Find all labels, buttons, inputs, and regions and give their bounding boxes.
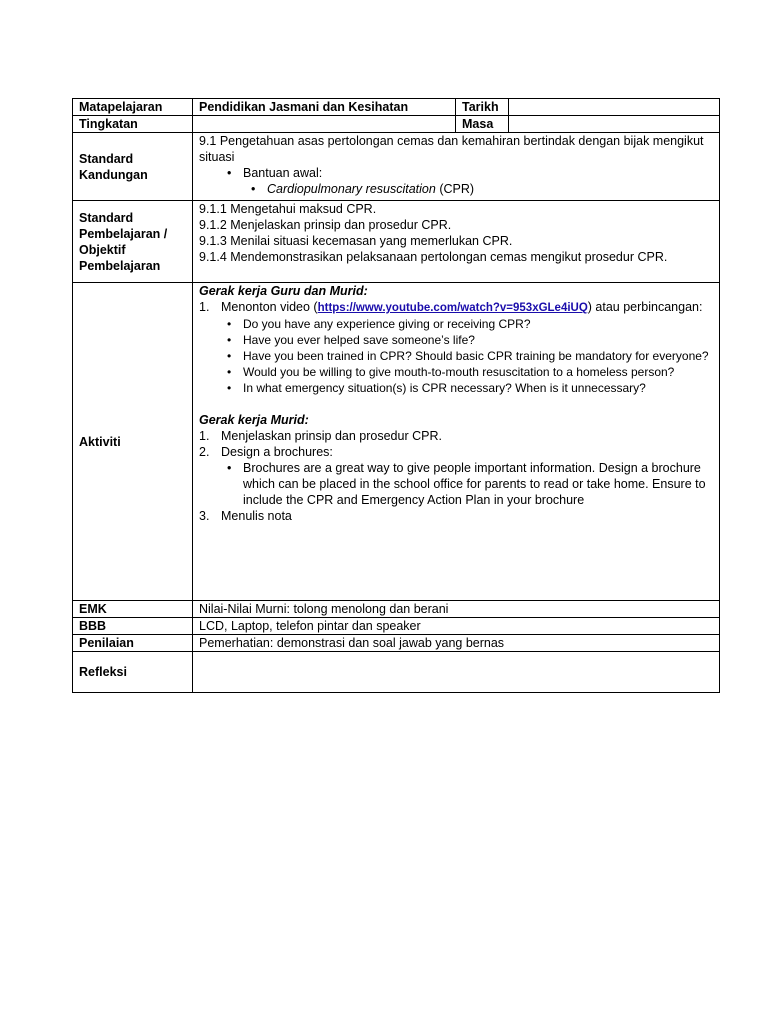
list-item: • Have you been trained in CPR? Should basic CPR training be mandatory for everyone? (199, 348, 719, 364)
subject-row (73, 99, 720, 116)
section-title-students: Gerak kerja Murid: (199, 413, 309, 427)
form-row (73, 116, 720, 133)
subject-value: Pendidikan Jasmani dan Kesihatan (193, 99, 456, 116)
list-item: • Have you ever helped save someone’s life? (199, 332, 719, 348)
date-value (509, 99, 720, 116)
learning-standard-label: Standard Pembelajaran / Objektif Pembelajaran (73, 201, 193, 283)
form-label: Tingkatan (73, 116, 193, 133)
lesson-plan-table (72, 98, 720, 693)
time-label: Masa (456, 116, 509, 133)
time-value (509, 116, 720, 133)
list-item (199, 428, 719, 444)
cpr-suffix-text: (CPR) (435, 182, 475, 196)
content-standard-label: Standard Kandungan (73, 133, 193, 201)
emk-row (73, 601, 720, 618)
reflection-label: Refleksi (73, 652, 193, 693)
brochure-bullets (199, 460, 719, 508)
reflection-row (73, 652, 720, 693)
content-standard-bullets (199, 165, 719, 181)
list-item (199, 299, 719, 316)
assessment-row (73, 635, 720, 652)
list-item (199, 181, 719, 197)
learning-standard-row (73, 201, 720, 283)
list-item (199, 444, 719, 460)
activity-row (73, 283, 720, 601)
content-standard-text: 9.1 Pengetahuan asas pertolongan cemas dan kemahiran bertindak dengan bijak mengikut situasi (199, 134, 704, 164)
section-title-teacher-students: Gerak kerja Guru dan Murid: (199, 284, 368, 298)
video-link[interactable]: https://www.youtube.com/watch?v=953xGLe4iUQ (317, 302, 588, 314)
list-item: • In what emergency situation(s) is CPR necessary? When is it unnecessary? (199, 380, 719, 396)
emk-value: Nilai-Nilai Murni: tolong menolong dan berani (193, 601, 720, 618)
step-prefix: Menonton video ( (221, 300, 318, 314)
learning-standard-cell (193, 201, 720, 283)
bbb-value: LCD, Laptop, telefon pintar dan speaker (193, 618, 720, 635)
step-number: 2. (199, 445, 210, 459)
emk-label: EMK (73, 601, 193, 618)
assessment-value: Pemerhatian: demonstrasi dan soal jawab yang bernas (193, 635, 720, 652)
step-text: Menulis nota (221, 509, 292, 523)
step-number: 3. (199, 509, 210, 523)
step-number: 1. (199, 300, 210, 314)
reflection-value (193, 652, 720, 693)
date-label: Tarikh (456, 99, 509, 116)
cpr-italic-text: Cardiopulmonary resuscitation (267, 182, 436, 196)
list-item (199, 508, 719, 524)
form-value (193, 116, 456, 133)
discussion-questions (199, 316, 719, 396)
activity-label: Aktiviti (73, 283, 193, 601)
student-steps (199, 428, 719, 460)
activity-cell (193, 283, 720, 601)
subject-label: Matapelajaran (73, 99, 193, 116)
spacer (199, 396, 719, 412)
list-item: • Would you be willing to give mouth-to-mouth resuscitation to a homeless person? (199, 364, 719, 380)
assessment-label: Penilaian (73, 635, 193, 652)
bbb-row (73, 618, 720, 635)
step-text: Design a brochures: (221, 445, 333, 459)
list-item: • Brochures are a great way to give people important information. Design a brochure which can be placed in the school office for parents to read or take home. Ensure to include the CPR and Emergency Action Plan in your brochure (199, 460, 719, 508)
teacher-steps (199, 299, 719, 316)
bbb-label: BBB (73, 618, 193, 635)
learning-standard-item: 9.1.2 Menjelaskan prinsip dan prosedur CPR. (199, 218, 452, 232)
learning-standard-item: 9.1.1 Mengetahui maksud CPR. (199, 202, 377, 216)
step-suffix: ) atau perbincangan: (587, 300, 703, 314)
step-text: Menjelaskan prinsip dan prosedur CPR. (221, 429, 442, 443)
list-item: • Do you have any experience giving or receiving CPR? (199, 316, 719, 332)
learning-standard-item: 9.1.3 Menilai situasi kecemasan yang memerlukan CPR. (199, 234, 513, 248)
content-standard-row (73, 133, 720, 201)
list-item: • Bantuan awal: (199, 165, 719, 181)
student-steps-continued (199, 508, 719, 524)
learning-standard-item: 9.1.4 Mendemonstrasikan pelaksanaan pertolongan cemas mengikut prosedur CPR. (199, 250, 668, 264)
step-number: 1. (199, 429, 210, 443)
content-standard-sub-bullets (199, 181, 719, 197)
content-standard-cell (193, 133, 720, 201)
